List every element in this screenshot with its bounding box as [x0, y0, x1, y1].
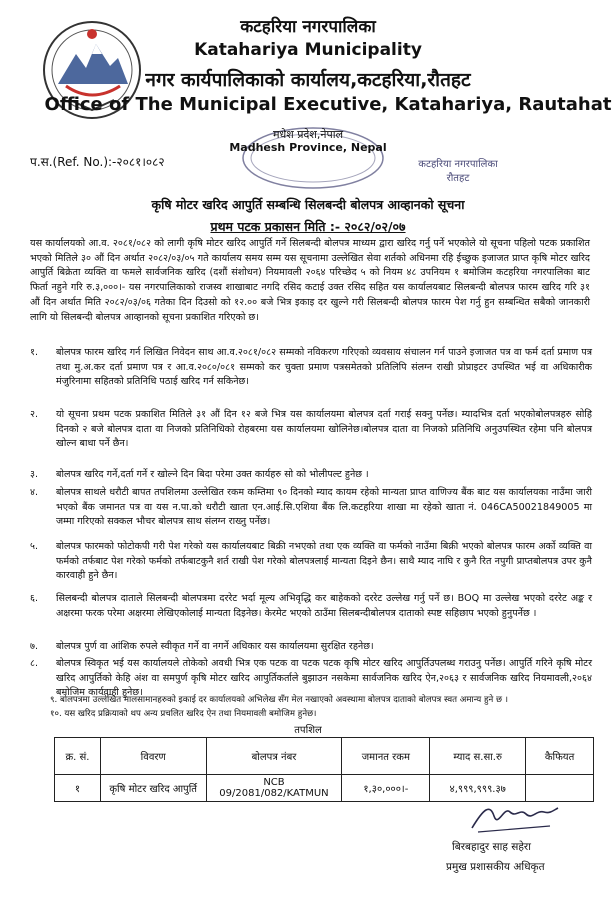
- reference-number: प.स.(Ref. No.):-२०८१।०८२: [30, 155, 165, 169]
- condition-text: बोलपत्र साथले धरौटी बापत तपशिलमा उल्लेखित रकम कम्तिमा ९० दिनको म्याद कायम रहेको मान्यता प्राप्त वाणिज्य बैंक बाट यस कार्यालयका नाउँमा जारी भएको बैंक जमानत पत्र वा यस न.पा.को धरौटी खाता एन.आई.सि.एशिया बैंक लि.कटहरिया शाखा मा रहेको खाता नं. 046CA50021849005 मा जम्मा गरिएको सक्कल भौचर बोलपत्र साथ संलग्न राख्नु पर्नेछ।: [56, 487, 592, 528]
- table-cell: ४,९९९,९९९.३७: [430, 775, 526, 802]
- municipality-name-nepali: कटहरिया नगरपालिका: [240, 17, 376, 37]
- details-table: [54, 737, 594, 802]
- condition-number: २.: [30, 409, 39, 420]
- column-header: विवरण: [100, 738, 206, 775]
- intro-paragraph: यस कार्यालयको आ.व. २०८१/०८२ को लागी कृषि मोटर खरिद आपुर्ति गर्ने सिलबन्दी बोलपत्र माध्यम द्वारा खरिद गर्नु पर्ने भएकोले यो सूचना पहिलो पटक प्रकाशित भएको मितिले ३० औं दिन अर्थात २०८२/०३/०५ गते कार्यालय समय सम्म यस सूचनामा उल्लेखित सेवा शर्तको अधिनमा रहि ईच्छुक इजाजत प्राप्त कृषि मोटर खरिद आपुर्ति बिक्रेता व्यक्ति वा फमले सार्वजनिक खरिद (दशौं संशोधन) नियमावली २०६४ परिच्छेद ५ को नियम ४८ उपनियम १ बमोजिम कटहरिया नगरपालिका बाट फिर्ता नहुने गरि रु.३,०००।- यस नगरपालिकाको राजस्व शाखाबाट नगदि रसिद कटाई उक्त रसिद सहित यस कार्यालयबाट सिलबन्दी बोलपत्र फारम खरिद गरि ३१ औं दिन अर्थात मिति २०८२/०३/०६ गतेका दिन दिउसो को १२.०० बजे भित्र इकाइ दर खुल्ने गरी सिलबन्दी बोलपत्र फारम पेश गर्नु हुन सम्बन्धित सबैको जानकारी लागि यो सिलबन्दी बोलपत्र आव्हानको सूचना प्रकाशित गरिएको छ।: [30, 238, 590, 323]
- condition-number: ४.: [30, 487, 39, 498]
- signatory-title: प्रमुख प्रशासकीय अधिकृत: [446, 861, 545, 873]
- condition-item: [30, 486, 592, 530]
- column-header: बोलपत्र नंबर: [206, 738, 342, 775]
- condition-text: बोलपत्र फारमको फोटोकपी गरी पेश गरेको यस कार्यालयबाट बिक्री नभएको तथा एक व्यक्ति वा फर्मको नाउँमा बिक्री भएको बोलपत्र फारम अर्को व्यक्ति वा फर्मको तर्फबाट पेश गरेको फर्मको तर्फबाटकुनै शर्त राखी पेश गरेको बोलपत्रलाई मान्यता दिइने छैन। साथै म्याद नाघि र कुनै रित नपुगी प्राप्तबोलपत्र उपर कुनै कारवाही हुने छैन।: [56, 541, 592, 582]
- condition-text: यो सूचना प्रथम पटक प्रकाशित मितिले ३१ औं दिन १२ बजे भित्र यस कार्यालयमा बोलपत्र दर्ता गराई सक्नु पर्नेछ। म्यादभित्र दर्ता भएकोबोलपत्रहरु सोहि दिनको २ बजे बोलपत्र दाता वा निजको प्रतिनिधिको रोहबरमा यस कार्यालयमा खोलिनेछ।बोलपत्र दाता वा निजको प्रतिनिधि अनुउपस्थित रहेमा पनि बोलपत्र खोल्न बाधा पर्ने छैन।: [56, 409, 592, 450]
- signature-icon: [464, 798, 564, 836]
- condition-text: सिलबन्दी बोलपत्र दाताले सिलबन्दी बोलपत्रमा दररेट भर्दा मूल्य अभिवृद्धि कर बाहेकको दररेट उल्लेख गर्नु पर्ने छ। BOQ मा उल्लेख भएको दररेट अङ्क र अक्षरमा फरक परेमा अक्षरमा लेखिएकोलाई मान्यता दिइनेछ। केरमेट भएको ठाउँमा सिलबन्दीबोलपत्र दाताको स्पष्ट सहिछाप भएको हुनुपर्नेछ ।: [56, 593, 592, 619]
- condition-item: [30, 540, 592, 584]
- condition-item: [30, 346, 592, 390]
- condition-number: ८.: [30, 658, 39, 669]
- condition-text: बोलपत्र खरिद गर्ने,दर्ता गर्ने र खोल्ने दिन बिदा परेमा उक्त कार्यहरु सो को भोलीपल्ट हुनेछ ।: [56, 469, 369, 480]
- column-header: कैफियत: [526, 738, 594, 775]
- column-header: क्र. सं.: [55, 738, 101, 775]
- condition-text: बोलपत्र फारम खरिद गर्न लिखित निवेदन साथ आ.व.२०८१/०८२ सम्मको नविकरण गरिएको व्यवसाय संचालन गर्न पाउने इजाजत पत्र वा फर्म दर्ता प्रमाण पत्र तथा मु.अ.कर दर्ता प्रमाण पत्र र आ.व.२०८०/०८१ सम्मको कर चुक्ता प्रमाण पत्रसमेतको प्रतिलिपि संलग्न राखी प्रोप्राइटर उपस्थित भई वा अधिकारीक मंजुरिनामा सहितको प्रतिनिधि पठाई खरिद गर्न सकिनेछ।: [56, 347, 592, 388]
- note-text: यस खरिद प्रक्रियाको थप अन्य प्रचलित खरिद ऐन तथा नियमावली बमोजिम हुनेछ।: [64, 709, 317, 719]
- signatory-name: बिरबहादुर साह सहेरा: [452, 841, 531, 853]
- condition-item: [30, 468, 592, 483]
- table-cell: १,३०,०००।-: [342, 775, 430, 802]
- condition-number: १.: [30, 347, 39, 358]
- note-item: [50, 694, 590, 707]
- seal-province-nepali: मधेश प्रदेश,नेपाल: [272, 128, 344, 141]
- column-header: जमानत रकम: [342, 738, 430, 775]
- condition-item: [30, 408, 592, 452]
- condition-number: ५.: [30, 541, 39, 552]
- condition-number: ७.: [30, 641, 39, 652]
- publication-date: प्रथम पटक प्रकासन मिति :- २०८२/०२/०७: [210, 219, 406, 234]
- column-header: म्याद स.सा.रु: [430, 738, 526, 775]
- notice-subject: कृषि मोटर खरिद आपुर्ति सम्बन्धि सिलबन्दी बोलपत्र आव्हानको सूचना: [151, 197, 465, 212]
- office-name-english: Office of The Municipal Executive, Katahariya, Rautahat: [44, 94, 612, 115]
- seal-municipality: कटहरिया नगरपालिका: [418, 159, 498, 170]
- condition-text: बोलपत्र पुर्ण वा आंशिक रुपले स्वीकृत गर्ने वा नगर्ने अधिकार यस कार्यालयमा सुरक्षित रहनेछ।: [56, 641, 374, 652]
- table-cell: १: [55, 775, 101, 802]
- office-name-nepali: नगर कार्यपालिकाको कार्यालय,कटहरिया,रौतहट: [145, 69, 471, 91]
- condition-item: [30, 640, 592, 655]
- table-caption: तपशिल: [294, 725, 322, 736]
- table-cell: कृषि मोटर खरिद आपुर्ति: [100, 775, 206, 802]
- condition-number: ३.: [30, 469, 39, 480]
- note-number: १०.: [50, 709, 62, 719]
- condition-item: [30, 592, 592, 621]
- table-header-row: [55, 738, 594, 775]
- municipality-name-english: Katahariya Municipality: [194, 40, 422, 60]
- seal-province-english: Madhesh Province, Nepal: [229, 141, 387, 154]
- note-text: बोलपत्रमा उल्लेखित मालसामानहरुको इकाई दर कार्यालयको अभिलेख सँग मेल नखाएको अवस्थामा बोलपत्र दाताको बोलपत्र स्वत अमान्य हुने छ ।: [59, 695, 509, 705]
- table-cell: NCB 09/2081/082/KATMUN: [206, 775, 342, 802]
- note-item: [50, 708, 590, 721]
- seal-district: रौतहट: [446, 173, 470, 184]
- condition-number: ६.: [30, 593, 39, 604]
- note-number: ९.: [50, 695, 58, 705]
- condition-text: बोलपत्र स्विकृत भई यस कार्यालयले तोकेको अवधी भित्र एक पटक वा पटक पटक कृषि मोटर खरिद आपुर्तिउपलब्ध गराउनु पर्नेछ। आपुर्ति गरिने कृषि मोटर खरिद आपुर्तिको केहि अंश वा समपुर्ण कृषि मोटर खरिद आपुर्तिकर्ताले बुझाउन नसकेमा सार्वजनिक खरिद ऐन,२०६३ र सार्वजनिक खरिद नियमावली,२०६४ बमोजिम कार्यवाही हुनेछ।: [56, 658, 592, 699]
